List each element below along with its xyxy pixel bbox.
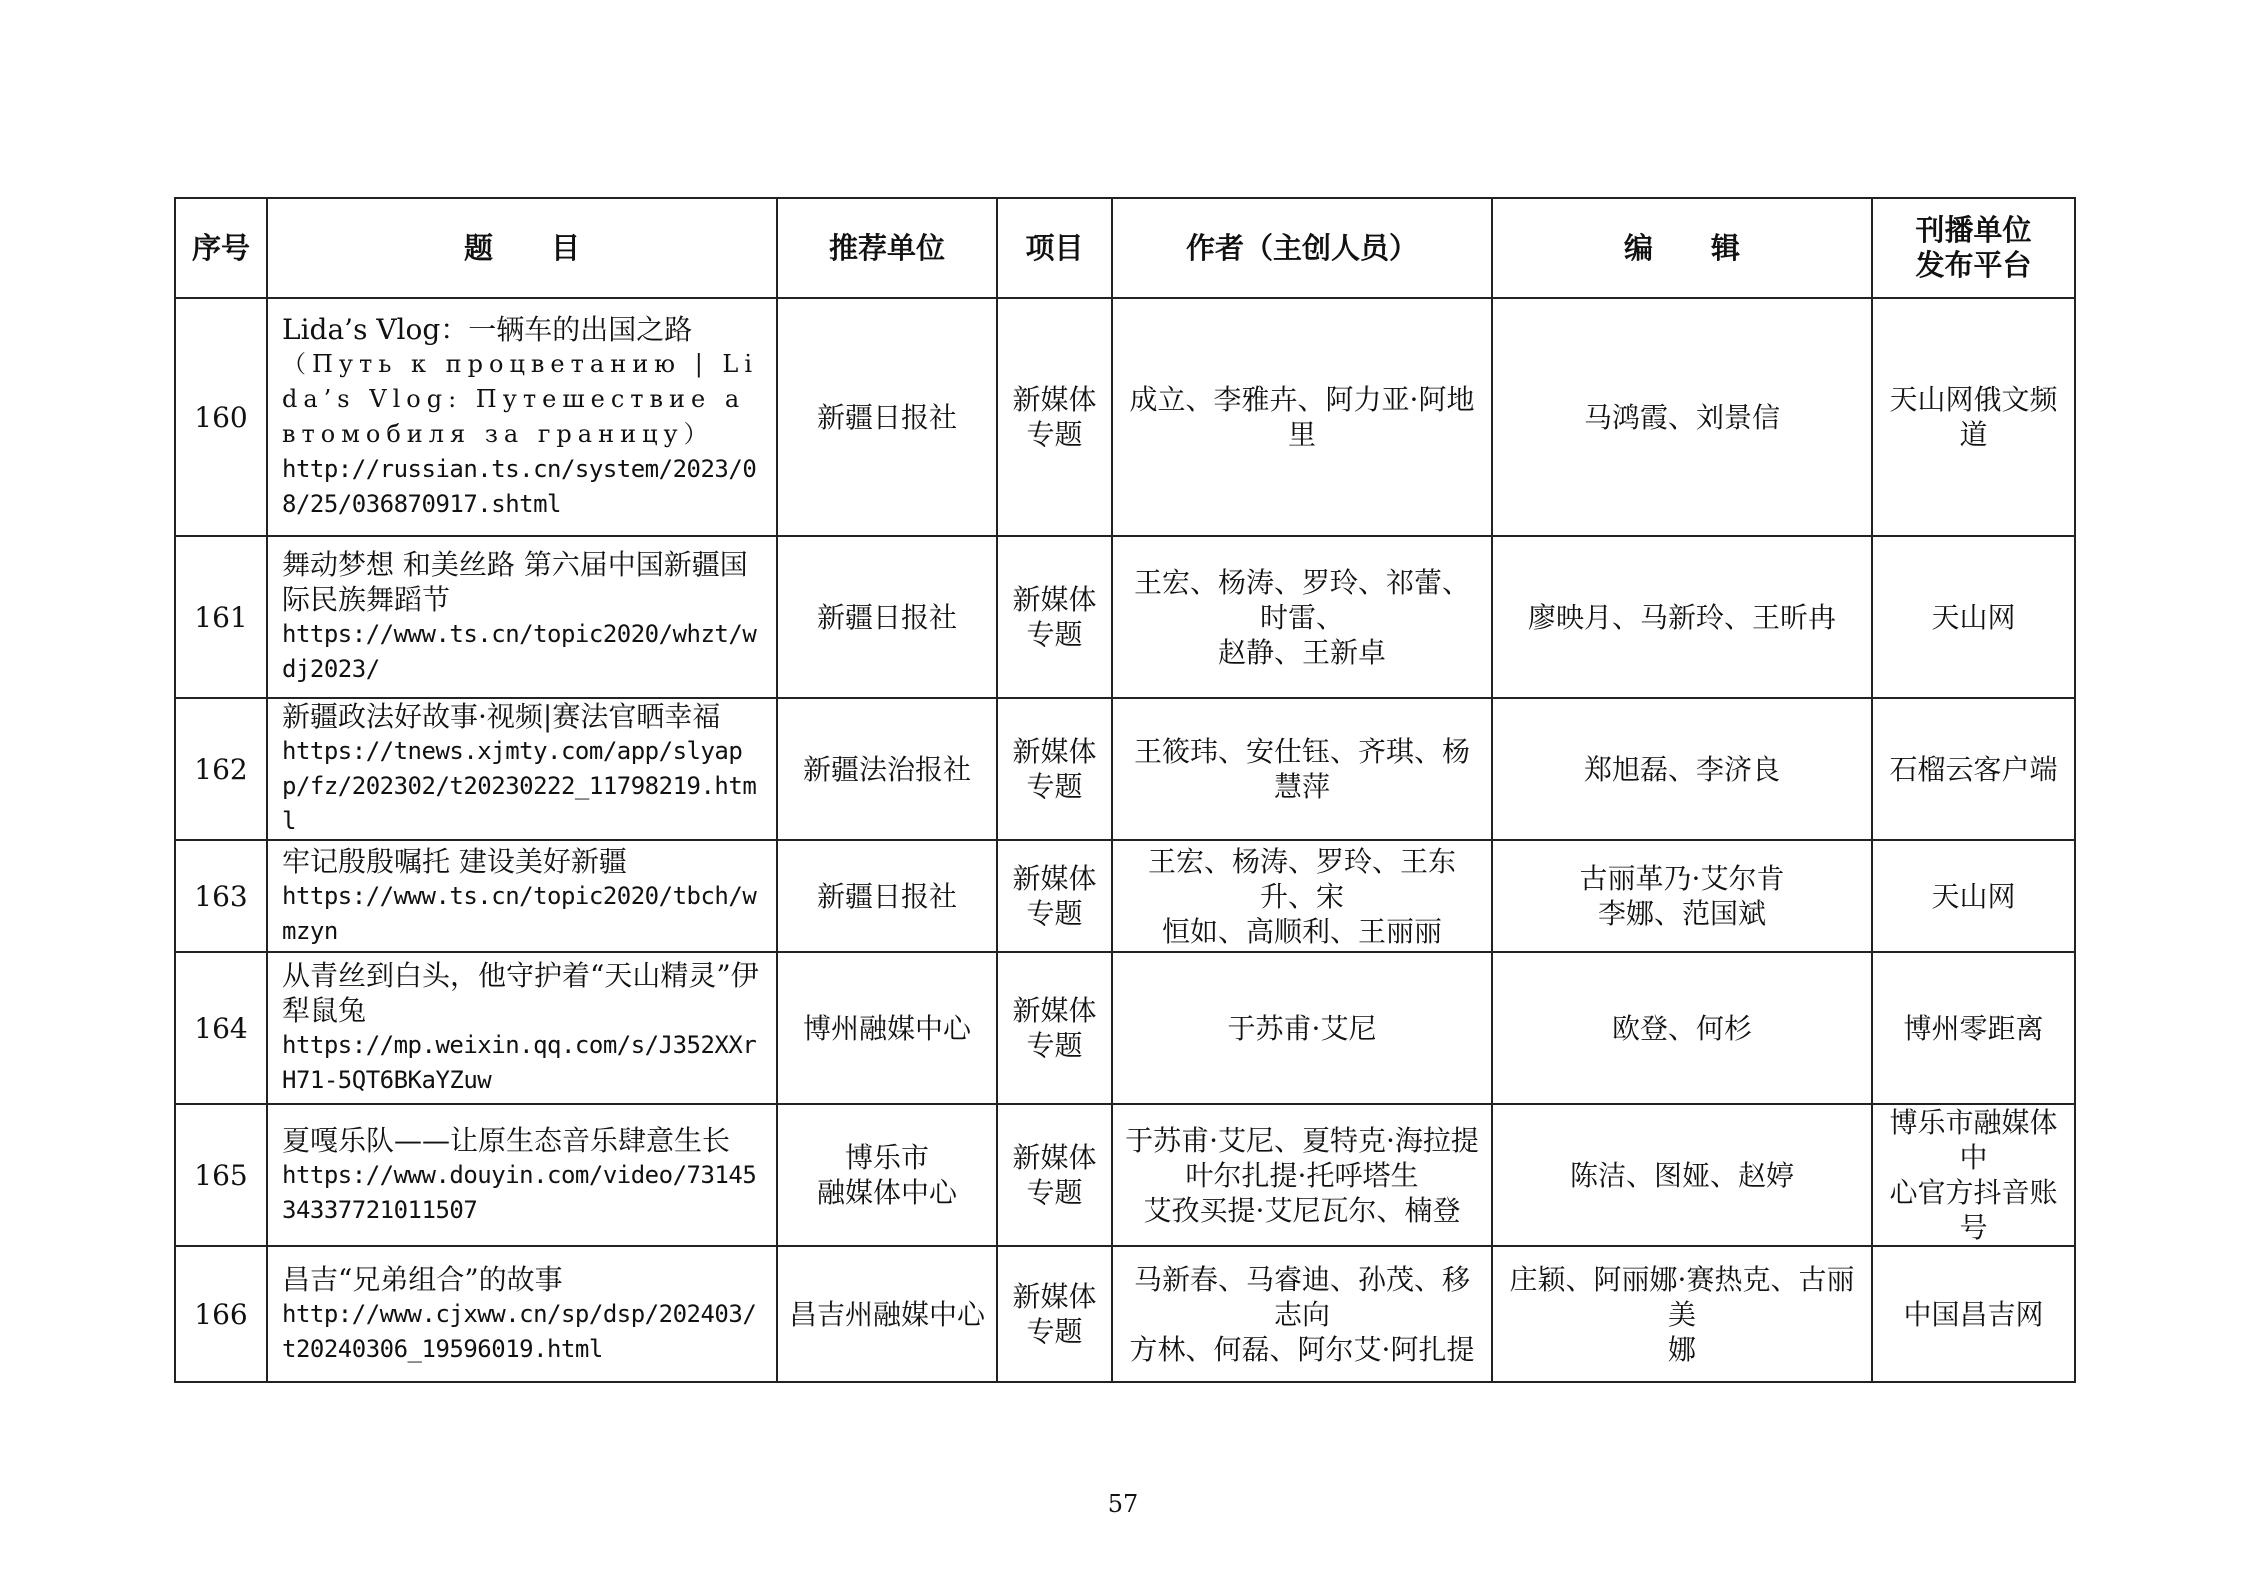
row-platform: 石榴云客户端 <box>1872 698 2075 840</box>
row-title: 夏嘎乐队——让原生态音乐肆意生长 <box>282 1123 731 1157</box>
row-index: 163 <box>175 840 267 952</box>
header-author: 作者（主创人员） <box>1112 198 1492 298</box>
table-row <box>175 298 2075 536</box>
row-editor: 欧登、何杉 <box>1492 952 1872 1104</box>
row-unit: 新疆法治报社 <box>777 698 997 840</box>
row-author: 王宏、杨涛、罗玲、王东升、宋 恒如、高顺利、王丽丽 <box>1112 840 1492 952</box>
row-title: 舞动梦想 和美丝路 第六届中国新疆国际民族舞蹈节 <box>282 548 748 616</box>
table-row <box>175 840 2075 952</box>
row-index: 161 <box>175 536 267 698</box>
header-platform: 刊播单位 发布平台 <box>1872 198 2075 298</box>
row-index: 165 <box>175 1104 267 1246</box>
header-project: 项目 <box>997 198 1112 298</box>
row-editor: 马鸿霞、刘景信 <box>1492 298 1872 536</box>
row-unit: 新疆日报社 <box>777 298 997 536</box>
row-unit: 博乐市 融媒体中心 <box>777 1104 997 1246</box>
row-author: 马新春、马睿迪、孙茂、移志向 方林、何磊、阿尔艾·阿扎提 <box>1112 1246 1492 1382</box>
header-unit: 推荐单位 <box>777 198 997 298</box>
row-url-link[interactable]: https://www.douyin.com/video/7314534337721011507 <box>282 1160 757 1224</box>
row-title: 昌吉“兄弟组合”的故事 <box>282 1262 563 1296</box>
row-editor: 庄颖、阿丽娜·赛热克、古丽美 娜 <box>1492 1246 1872 1382</box>
table-row <box>175 1104 2075 1246</box>
row-index: 164 <box>175 952 267 1104</box>
row-author: 王宏、杨涛、罗玲、祁蕾、时雷、 赵静、王新卓 <box>1112 536 1492 698</box>
row-project: 新媒体 专题 <box>997 1104 1112 1246</box>
table-row <box>175 536 2075 698</box>
row-platform: 博州零距离 <box>1872 952 2075 1104</box>
row-url-link[interactable]: http://www.cjxww.cn/sp/dsp/202403/t20240306_19596019.html <box>282 1299 757 1363</box>
row-project: 新媒体 专题 <box>997 298 1112 536</box>
table-row <box>175 698 2075 840</box>
row-platform: 天山网 <box>1872 536 2075 698</box>
row-title: Lida’s Vlog：一辆车的出国之路 <box>282 313 693 346</box>
row-url-link[interactable]: https://www.ts.cn/topic2020/tbch/wmzyn <box>282 881 757 945</box>
row-unit: 新疆日报社 <box>777 840 997 952</box>
row-author: 于苏甫·艾尼 <box>1112 952 1492 1104</box>
row-title-cell <box>267 698 777 840</box>
row-platform: 中国昌吉网 <box>1872 1246 2075 1382</box>
row-editor: 郑旭磊、李济良 <box>1492 698 1872 840</box>
row-platform: 博乐市融媒体中 心官方抖音账号 <box>1872 1104 2075 1246</box>
row-title-cell <box>267 840 777 952</box>
table-body <box>175 298 2075 1382</box>
row-project: 新媒体 专题 <box>997 840 1112 952</box>
row-platform: 天山网 <box>1872 840 2075 952</box>
row-project: 新媒体 专题 <box>997 1246 1112 1382</box>
row-url-link[interactable]: https://mp.weixin.qq.com/s/J352XXrH71-5QT6BKaYZuw <box>282 1031 757 1094</box>
header-title: 题 目 <box>267 198 777 298</box>
header-row <box>175 198 2075 298</box>
table-header <box>175 198 2075 298</box>
row-author: 于苏甫·艾尼、夏特克·海拉提 叶尔扎提·托呼塔生 艾孜买提·艾尼瓦尔、楠登 <box>1112 1104 1492 1246</box>
row-index: 162 <box>175 698 267 840</box>
row-platform: 天山网俄文频道 <box>1872 298 2075 536</box>
row-editor: 陈洁、图娅、赵婷 <box>1492 1104 1872 1246</box>
row-index: 160 <box>175 298 267 536</box>
table-row <box>175 952 2075 1104</box>
header-editor: 编 辑 <box>1492 198 1872 298</box>
row-unit: 昌吉州融媒中心 <box>777 1246 997 1382</box>
row-url-link[interactable]: http://russian.ts.cn/system/2023/08/25/036870917.shtml <box>282 455 757 518</box>
row-author: 成立、李雅卉、阿力亚·阿地里 <box>1112 298 1492 536</box>
row-title-russian: （Путь к процветанию | Lida’s Vlog: Путешествие автомобиля за границу） <box>282 350 759 448</box>
row-project: 新媒体 专题 <box>997 536 1112 698</box>
row-unit: 博州融媒中心 <box>777 952 997 1104</box>
row-title-cell <box>267 952 777 1104</box>
row-project: 新媒体 专题 <box>997 698 1112 840</box>
row-title: 牢记殷殷嘱托 建设美好新疆 <box>282 844 627 878</box>
row-title-cell <box>267 298 777 536</box>
row-index: 166 <box>175 1246 267 1382</box>
row-url-link[interactable]: https://www.ts.cn/topic2020/whzt/wdj2023/ <box>282 620 757 683</box>
row-title-cell <box>267 1246 777 1382</box>
row-editor: 廖映月、马新玲、王昕冉 <box>1492 536 1872 698</box>
row-unit: 新疆日报社 <box>777 536 997 698</box>
row-url-link[interactable]: https://tnews.xjmty.com/app/slyapp/fz/202302/t20230222_11798219.html <box>282 737 757 835</box>
row-title: 新疆政法好故事·视频|赛法官晒幸福 <box>282 700 721 733</box>
row-title-cell <box>267 536 777 698</box>
page-number: 57 <box>1107 1490 1139 1518</box>
header-index: 序号 <box>175 198 267 298</box>
row-author: 王筱玮、安仕钰、齐琪、杨慧萍 <box>1112 698 1492 840</box>
row-project: 新媒体 专题 <box>997 952 1112 1104</box>
row-title-cell <box>267 1104 777 1246</box>
table-row <box>175 1246 2075 1382</box>
row-title: 从青丝到白头，他守护着“天山精灵”伊犁鼠兔 <box>282 959 759 1027</box>
row-editor: 古丽革乃·艾尔肯 李娜、范国斌 <box>1492 840 1872 952</box>
works-table <box>174 197 2076 1383</box>
